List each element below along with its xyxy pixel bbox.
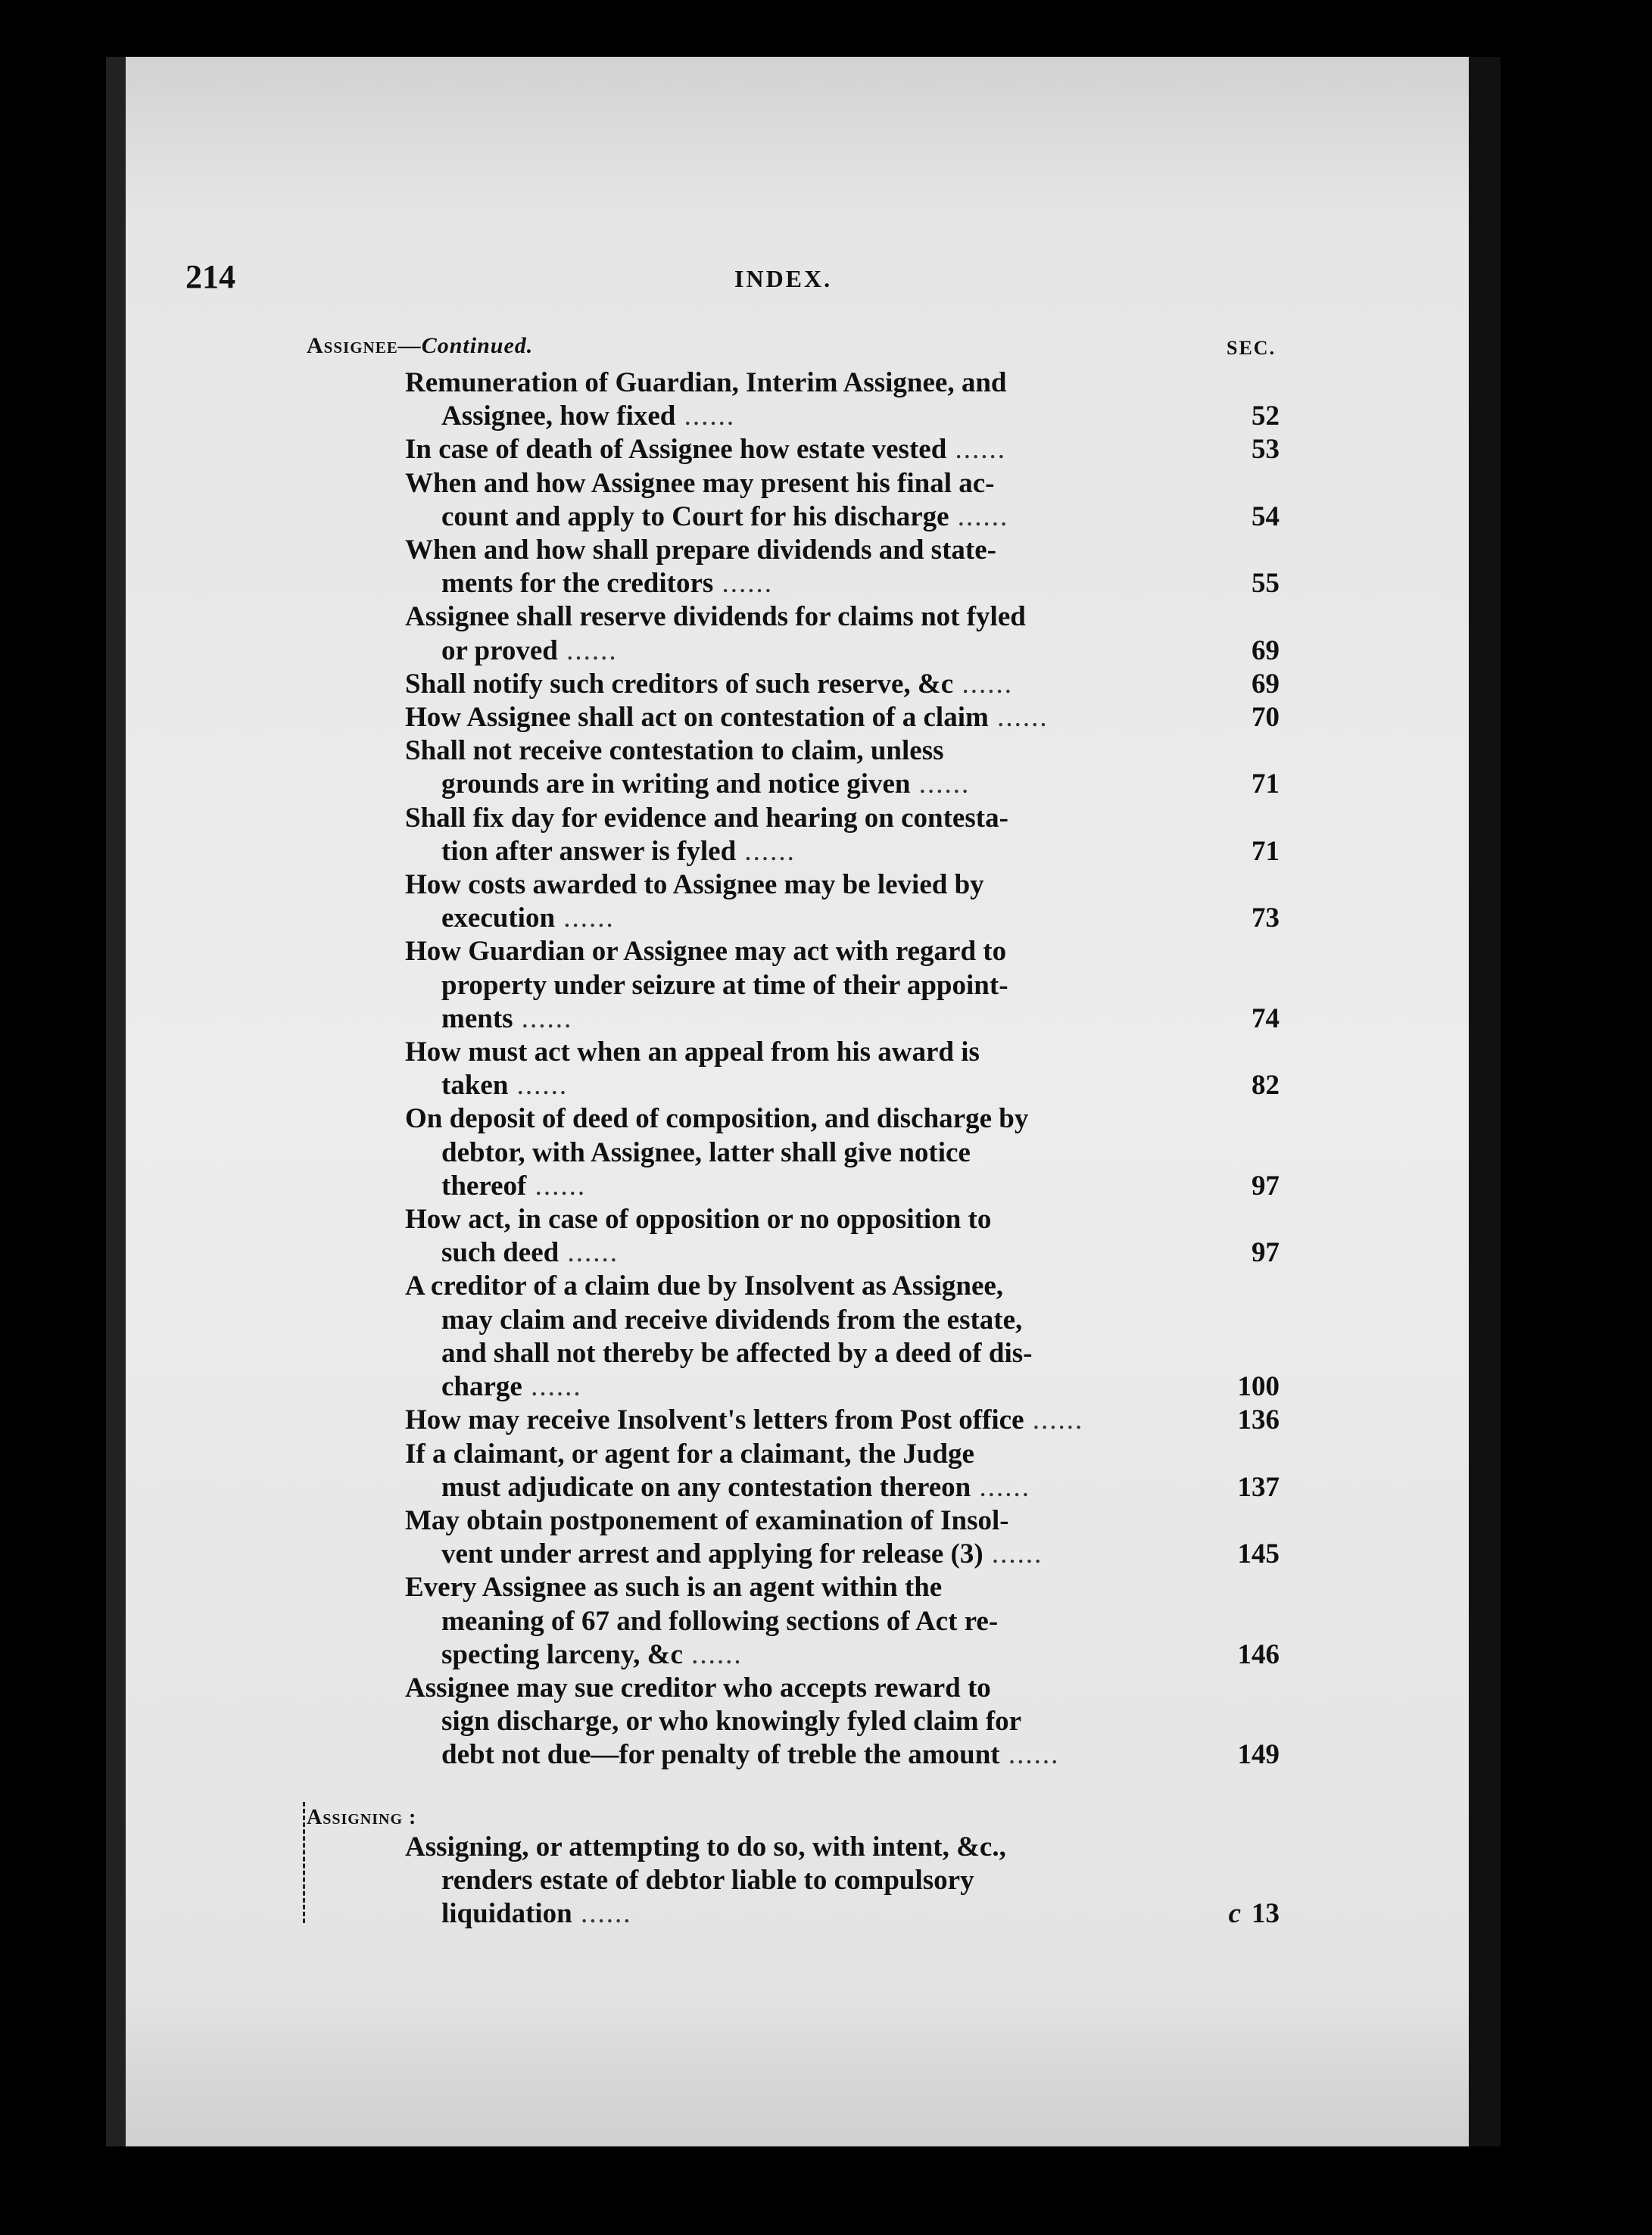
heading-term: Assignee: [307, 333, 398, 358]
index-entry: [405, 600, 1280, 667]
entry-line: or proved: [441, 634, 558, 666]
index-entry: [405, 1036, 1280, 1102]
section-number: [1251, 701, 1280, 734]
leader-dots: ......: [559, 1237, 619, 1269]
entry-line: may claim and receive dividends from the estate,: [441, 1304, 1023, 1336]
section-number: [1251, 567, 1280, 600]
index-entry: [405, 366, 1280, 433]
leader-dots: ......: [1024, 1404, 1084, 1436]
leader-dots: ......: [508, 1070, 569, 1102]
leader-dots: ......: [953, 668, 1013, 700]
leader-dots: ......: [736, 835, 796, 867]
leader-dots: ......: [971, 1471, 1030, 1503]
index-entries-2: [405, 1831, 1280, 1931]
index-entry: [405, 1672, 1280, 1772]
section-value: 137: [1237, 1471, 1280, 1503]
section-value: 52: [1251, 401, 1280, 432]
section-number: [1238, 1538, 1280, 1571]
entry-line: How act, in case of opposition or no opposition to: [405, 1204, 992, 1236]
section-number: [1251, 668, 1280, 701]
index-entry: [405, 1438, 1280, 1504]
entry-line: charge: [441, 1371, 522, 1403]
section-value: 70: [1251, 702, 1280, 734]
section-value: 97: [1251, 1170, 1280, 1202]
section-value: 74: [1251, 1002, 1280, 1034]
entry-line: Shall not receive contestation to claim, unless: [405, 735, 944, 767]
section-value: 53: [1251, 434, 1280, 466]
entry-line: meaning of 67 and following sections of Act re-: [441, 1605, 999, 1637]
leader-dots: ......: [949, 500, 1009, 532]
running-head: INDEX.: [734, 265, 833, 292]
leader-dots: ......: [557, 634, 618, 666]
index-entry: [405, 935, 1280, 1036]
leader-dots: ......: [522, 1371, 582, 1403]
section-number: [1251, 1069, 1280, 1102]
entry-line: When and how Assignee may present his final ac-: [405, 467, 995, 499]
entry-line: ments for the creditors: [441, 568, 714, 600]
index-entry: [405, 802, 1280, 868]
entry-line: Shall fix day for evidence and hearing on contesta-: [405, 802, 1008, 834]
index-entry: [405, 1571, 1280, 1672]
index-entry: [405, 1831, 1280, 1931]
section-value: 82: [1251, 1070, 1280, 1102]
entry-line: renders estate of debtor liable to compulsory: [441, 1865, 974, 1897]
section-value: 69: [1251, 634, 1280, 666]
entry-line: Every Assignee as such is an agent within the: [405, 1572, 943, 1604]
leader-dots: ......: [572, 1898, 632, 1930]
section-column-label: SEC.: [1227, 337, 1276, 359]
index-entries: [405, 366, 1280, 1772]
section-number: [1251, 634, 1280, 668]
entry-line: Assignee shall reserve dividends for claims not fyled: [405, 601, 1026, 633]
entry-line: count and apply to Court for his discharge: [441, 500, 949, 532]
leader-dots: ......: [675, 401, 736, 432]
leader-dots: ......: [983, 1538, 1043, 1570]
section-value: 97: [1251, 1237, 1280, 1269]
leader-dots: ......: [910, 768, 971, 800]
index-entry: [405, 734, 1280, 801]
entry-line: tion after answer is fyled: [441, 835, 737, 867]
entry-line: A creditor of a claim due by Insolvent as Assignee,: [405, 1270, 1004, 1302]
index-entry: [405, 668, 1280, 701]
leader-dots: ......: [555, 902, 615, 934]
section-number: [1251, 500, 1280, 534]
entry-line: liquidation: [441, 1898, 572, 1930]
section-number: [1251, 1002, 1280, 1036]
section-number: [1238, 1370, 1280, 1404]
section-number: [1238, 1404, 1280, 1437]
entry-line: Assignee may sue creditor who accepts reward to: [405, 1672, 991, 1704]
section-prefix: c: [1228, 1898, 1241, 1930]
entry-line: On deposit of deed of composition, and discharge by: [405, 1103, 1029, 1135]
section-value: 13: [1251, 1898, 1280, 1930]
entry-line: Assignee, how fixed: [441, 401, 676, 432]
section-number: [1251, 768, 1280, 801]
index-entry: [405, 1102, 1280, 1203]
leader-dots: ......: [999, 1739, 1060, 1771]
entry-line: Remuneration of Guardian, Interim Assignee, and: [405, 367, 1007, 398]
heading-continued: —Continued.: [397, 333, 534, 358]
section-number: [1229, 1897, 1280, 1931]
entry-line: When and how shall prepare dividends and state-: [405, 535, 996, 566]
entry-line: taken: [441, 1070, 509, 1102]
section-value: 69: [1251, 668, 1280, 700]
section-number: [1238, 1738, 1280, 1772]
entry-line: and shall not thereby be affected by a deed of dis-: [441, 1337, 1033, 1369]
index-entry: [405, 534, 1280, 600]
section-value: 54: [1251, 500, 1280, 532]
entry-line: How costs awarded to Assignee may be levied by: [405, 869, 984, 901]
entry-line: debt not due—for penalty of treble the amount: [441, 1739, 1000, 1771]
index-entry: [405, 1203, 1280, 1270]
index-entry: [405, 868, 1280, 935]
leader-dots: ......: [946, 434, 1007, 466]
index-entry: [405, 467, 1280, 534]
section-value: 55: [1251, 568, 1280, 600]
entry-line: execution: [441, 902, 556, 934]
leader-dots: ......: [526, 1170, 587, 1202]
section-value: 71: [1251, 768, 1280, 800]
entry-line: How Guardian or Assignee may act with regard to: [405, 936, 1007, 968]
entry-line: debtor, with Assignee, latter shall give notice: [441, 1136, 971, 1168]
index-entry: [405, 433, 1280, 466]
section-value: 146: [1237, 1638, 1280, 1670]
entry-line: Assigning, or attempting to do so, with intent, &c.,: [405, 1831, 1006, 1862]
section-value: 71: [1251, 835, 1280, 867]
entry-line: property under seizure at time of their appoint-: [441, 969, 1008, 1001]
index-entry: [405, 701, 1280, 734]
index-entry: [405, 1404, 1280, 1437]
section-number: [1251, 1170, 1280, 1203]
index-entry: [405, 1504, 1280, 1571]
leader-dots: ......: [713, 568, 774, 600]
section-value: 145: [1237, 1538, 1280, 1570]
entry-line: How Assignee shall act on contestation of a claim: [405, 702, 989, 734]
entry-line: specting larceny, &c: [441, 1638, 683, 1670]
entry-line: thereof: [441, 1170, 527, 1202]
section-number: [1238, 1471, 1280, 1504]
page-number: 214: [185, 258, 235, 295]
entry-line: How must act when an appeal from his award is: [405, 1036, 980, 1068]
leader-dots: ......: [682, 1638, 743, 1670]
section-number: [1238, 1638, 1280, 1672]
section-value: 100: [1237, 1371, 1280, 1403]
entry-line: Shall notify such creditors of such reserve, &c: [405, 668, 954, 700]
section-value: 136: [1237, 1404, 1280, 1436]
section-value: 73: [1251, 902, 1280, 934]
index-entry-heading-2: Assigning :: [307, 1806, 417, 1829]
entry-line: ments: [441, 1002, 513, 1034]
index-entry: [405, 1270, 1280, 1404]
entry-line: grounds are in writing and notice given: [441, 768, 911, 800]
entry-line: must adjudicate on any contestation thereon: [441, 1471, 971, 1503]
entry-line: May obtain postponement of examination of Insol-: [405, 1504, 1009, 1536]
section-value: 149: [1237, 1739, 1280, 1771]
section-number: [1251, 400, 1280, 433]
entry-line: How may receive Insolvent's letters from Post office: [405, 1404, 1024, 1436]
section-number: [1251, 902, 1280, 935]
leader-dots: ......: [988, 702, 1049, 734]
index-entry-heading: [307, 333, 533, 359]
section-number: [1251, 1236, 1280, 1270]
binding-edge: [106, 57, 126, 2146]
leader-dots: ......: [513, 1002, 573, 1034]
gutter-shadow: [1469, 57, 1501, 2146]
section-number: [1251, 835, 1280, 868]
entry-line: sign discharge, or who knowingly fyled claim for: [441, 1706, 1022, 1738]
entry-line: If a claimant, or agent for a claimant, the Judge: [405, 1438, 974, 1470]
entry-line: such deed: [441, 1237, 559, 1269]
entry-line: In case of death of Assignee how estate vested: [405, 434, 947, 466]
section-number: [1251, 433, 1280, 466]
entry-line: vent under arrest and applying for release (3): [441, 1538, 983, 1570]
